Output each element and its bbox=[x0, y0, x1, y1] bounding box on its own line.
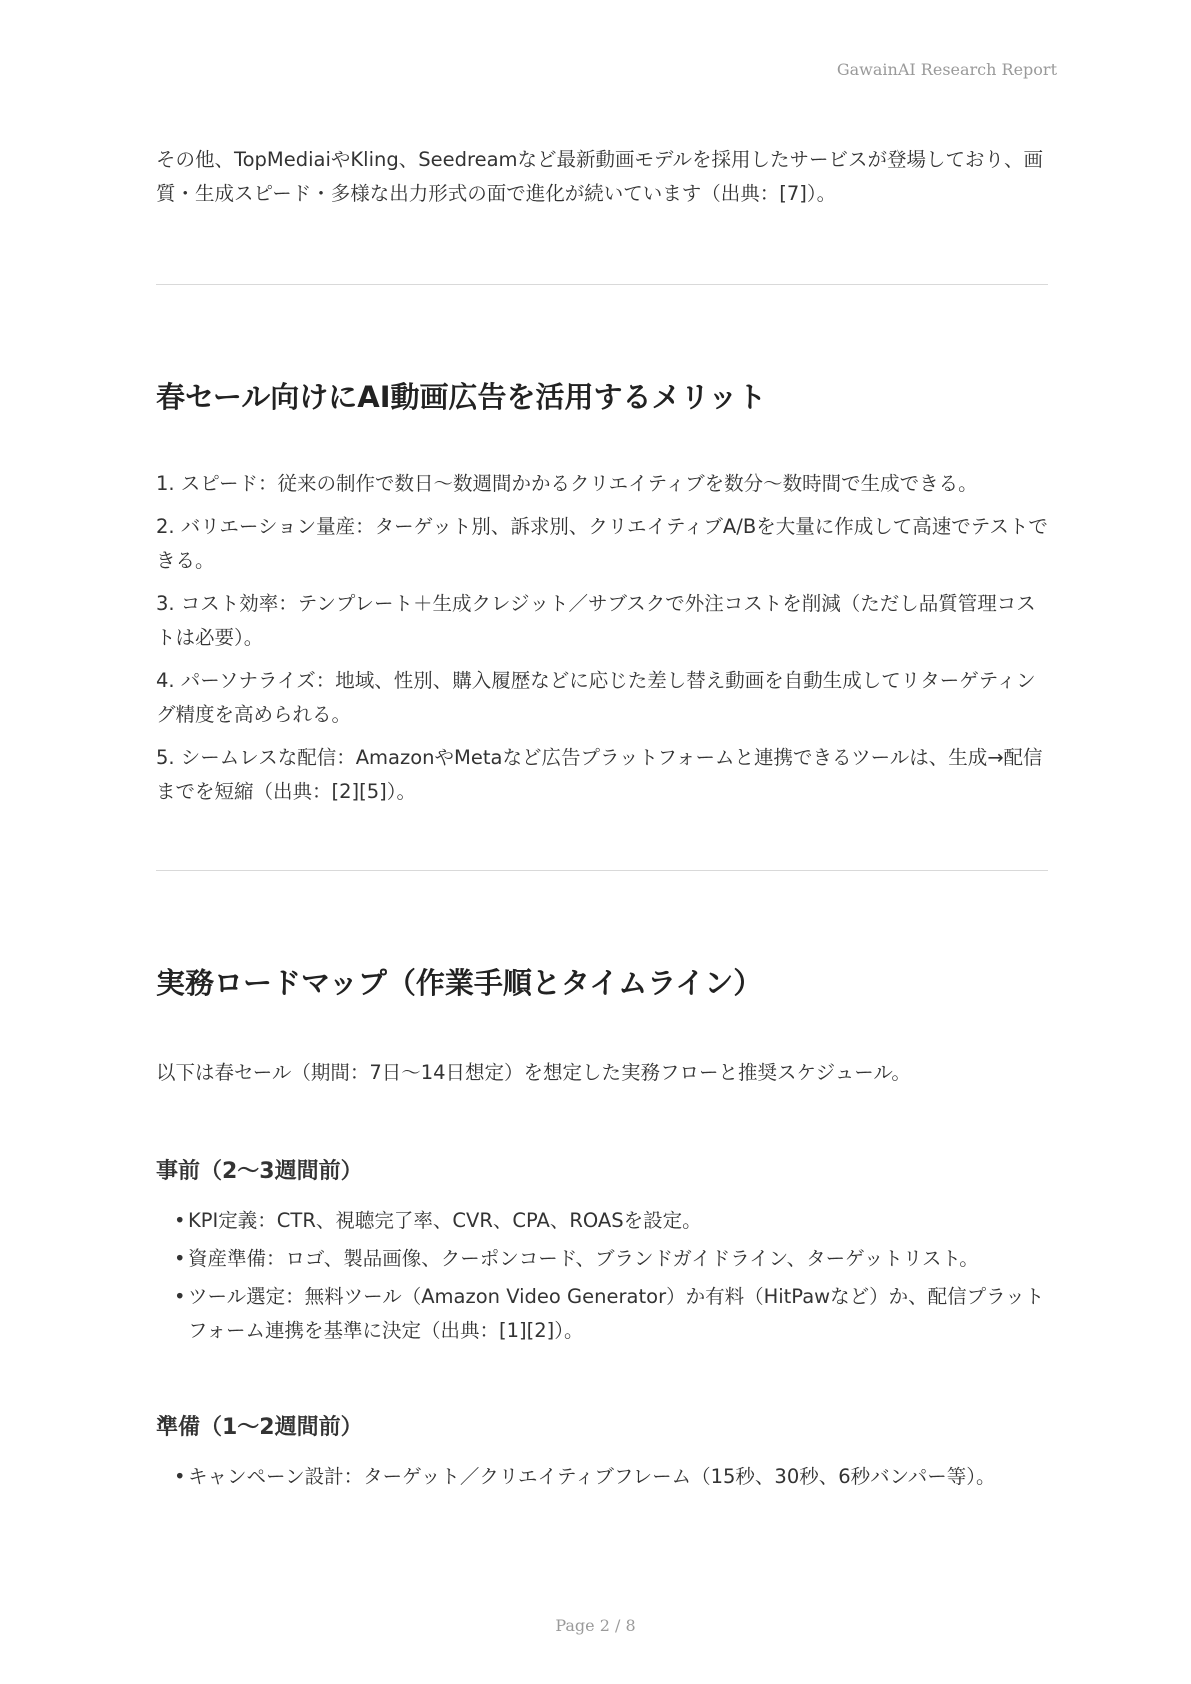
phase-heading-preparation: 準備（1〜2週間前） bbox=[156, 1415, 363, 1440]
section-divider bbox=[156, 284, 1048, 285]
bullet-icon: • bbox=[174, 1285, 186, 1308]
phase-before-list bbox=[156, 1204, 1048, 1348]
list-item-text: ツール選定：無料ツール（Amazon Video Generator）か有料（HitPawなど）か、配信プラットフォーム連携を基準に決定（出典：[1][2]）。 bbox=[188, 1285, 1045, 1342]
roadmap-intro: 以下は春セール（期間：7日〜14日想定）を想定した実務フローと推奨スケジュール。 bbox=[156, 1061, 911, 1084]
list-item: 2. バリエーション量産：ターゲット別、訴求別、クリエイティブA/Bを大量に作成して高速でテストできる。 bbox=[156, 515, 1048, 572]
page-content bbox=[156, 143, 1048, 1498]
list-item bbox=[156, 1242, 1048, 1276]
list-item: 4. パーソナライズ：地域、性別、購入履歴などに応じた差し替え動画を自動生成してリターゲティング精度を高められる。 bbox=[156, 669, 1036, 726]
list-item-text: 資産準備：ロゴ、製品画像、クーポンコード、ブランドガイドライン、ターゲットリスト。 bbox=[188, 1247, 979, 1270]
bullet-icon: • bbox=[174, 1465, 186, 1488]
merits-heading: 春セール向けにAI動画広告を活用するメリット bbox=[156, 380, 767, 414]
bullet-icon: • bbox=[174, 1247, 186, 1270]
roadmap-heading: 実務ロードマップ（作業手順とタイムライン） bbox=[156, 966, 763, 1000]
phase-preparation-list bbox=[156, 1460, 1048, 1494]
merits-list bbox=[156, 467, 1048, 809]
list-item: 5. シームレスな配信：AmazonやMetaなど広告プラットフォームと連携できるツールは、生成→配信までを短縮（出典：[2][5]）。 bbox=[156, 746, 1043, 803]
intro-paragraph: その他、TopMediaiやKling、Seedreamなど最新動画モデルを採用したサービスが登場しており、画質・生成スピード・多様な出力形式の面で進化が続いています（出典：[7]）。 bbox=[156, 148, 1044, 205]
list-item-text: キャンペーン設計：ターゲット／クリエイティブフレーム（15秒、30秒、6秒バンパー等）。 bbox=[188, 1465, 996, 1488]
list-item-text: KPI定義：CTR、視聴完了率、CVR、CPA、ROASを設定。 bbox=[188, 1209, 702, 1232]
list-item bbox=[156, 1280, 1048, 1348]
section-divider bbox=[156, 870, 1048, 871]
list-item: 1. スピード：従来の制作で数日〜数週間かかるクリエイティブを数分〜数時間で生成できる。 bbox=[156, 472, 978, 495]
list-item bbox=[156, 1204, 1048, 1238]
list-item bbox=[156, 1460, 1048, 1494]
page-indicator: Page 2 / 8 bbox=[555, 1616, 636, 1635]
bullet-icon: • bbox=[174, 1209, 186, 1232]
report-header: GawainAI Research Report bbox=[836, 60, 1057, 79]
phase-heading-before: 事前（2〜3週間前） bbox=[156, 1159, 363, 1184]
list-item: 3. コスト効率：テンプレート＋生成クレジット／サブスクで外注コストを削減（ただし品質管理コストは必要）。 bbox=[156, 592, 1036, 649]
